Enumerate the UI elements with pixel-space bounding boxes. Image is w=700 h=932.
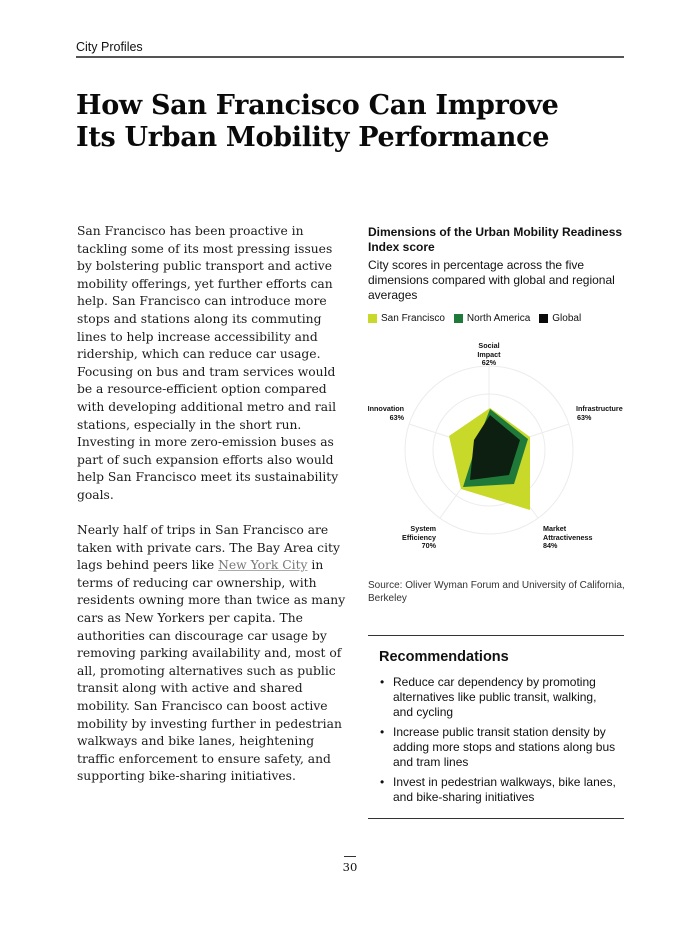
recommendations-title: Recommendations xyxy=(379,649,509,665)
radar-chart xyxy=(360,335,630,560)
bullet-icon: • xyxy=(380,775,385,789)
legend-label: Global xyxy=(552,313,582,324)
legend-swatch-san-francisco xyxy=(368,314,377,323)
title-line-1: How San Francisco Can Improve xyxy=(76,90,559,121)
legend-swatch-north-america xyxy=(454,314,463,323)
axis-label-innovation: Innovation 63% xyxy=(367,404,404,422)
bullet-icon: • xyxy=(380,675,385,689)
recommendation-item: • Increase public transit station density by adding more stops and stations along bus and tram lines xyxy=(380,725,616,769)
paragraph-2-text-cont: in terms of reducing car ownership, with residents owning more than twice as many cars as New Yorkers per capita. The authorities can discourage car usage by removing parking availability and, most of all, promoting alternatives such as public transit along with active and shared mobility. San Francisco can boost active mobility by investing further in pedestrian walkways and bike lanes, heightening traffic enforcement to ensure safety, and supporting bike-sharing initiatives. xyxy=(77,558,346,784)
axis-label-market-attractiveness: Market Attractiveness 84% xyxy=(543,524,593,550)
chart-header xyxy=(368,225,624,324)
paragraph-2-text: Nearly half of trips in San Francisco are taken with private cars. The Bay Area city lags behind peers like xyxy=(77,523,340,573)
header-divider xyxy=(76,56,624,58)
chart-subtitle: City scores in percentage across the five dimensions compared with global and regional averages xyxy=(368,258,615,302)
recommendation-item: • Reduce car dependency by promoting alternatives like public transit, walking, and cycling xyxy=(380,675,597,719)
page-number: 30 xyxy=(342,860,358,874)
legend-label: San Francisco xyxy=(381,313,445,324)
legend-item-san-francisco xyxy=(368,313,445,324)
bullet-icon: • xyxy=(380,725,385,739)
page-title xyxy=(76,90,636,154)
axis-label-infrastructure: Infrastructure 63% xyxy=(576,404,623,422)
title-line-2: Its Urban Mobility Performance xyxy=(76,122,550,153)
legend-item-global xyxy=(539,313,581,324)
chart-legend xyxy=(368,313,624,324)
paragraph-2 xyxy=(77,522,347,786)
legend-swatch-global xyxy=(539,314,548,323)
page-number-dash xyxy=(344,856,356,857)
new-york-city-link[interactable]: New York City xyxy=(218,558,308,573)
paragraph-1: San Francisco has been proactive in tackling some of its most pressing issues by bolstering public transport and active mobility offerings, yet further efforts can help. San Francisco can introduce more stops and stations along its commuting lines to help increase accessibility and ridership, which can reduce car usage. Focusing on bus and tram services would be a resource-efficient option compared with developing additional metro and rail stations, especially in the short run. Investing in more zero-emission buses as part of such expansion efforts also would help San Francisco meet its sustainability goals. xyxy=(77,224,339,502)
recommendations-box xyxy=(368,635,624,819)
section-label: City Profiles xyxy=(76,40,143,54)
legend-label: North America xyxy=(466,313,531,324)
recommendations-list xyxy=(379,675,619,810)
body-text xyxy=(77,223,347,804)
recommendation-item: • Invest in pedestrian walkways, bike lanes, and bike-sharing initiatives xyxy=(380,775,616,804)
axis-label-system-efficiency: System Efficiency 70% xyxy=(402,524,436,550)
legend-item-north-america xyxy=(454,313,530,324)
chart-source: Source: Oliver Wyman Forum and University of California, Berkeley xyxy=(368,580,625,604)
chart-title: Dimensions of the Urban Mobility Readiness Index score xyxy=(368,225,623,254)
axis-label-social-impact: Social Impact 62% xyxy=(477,341,501,367)
